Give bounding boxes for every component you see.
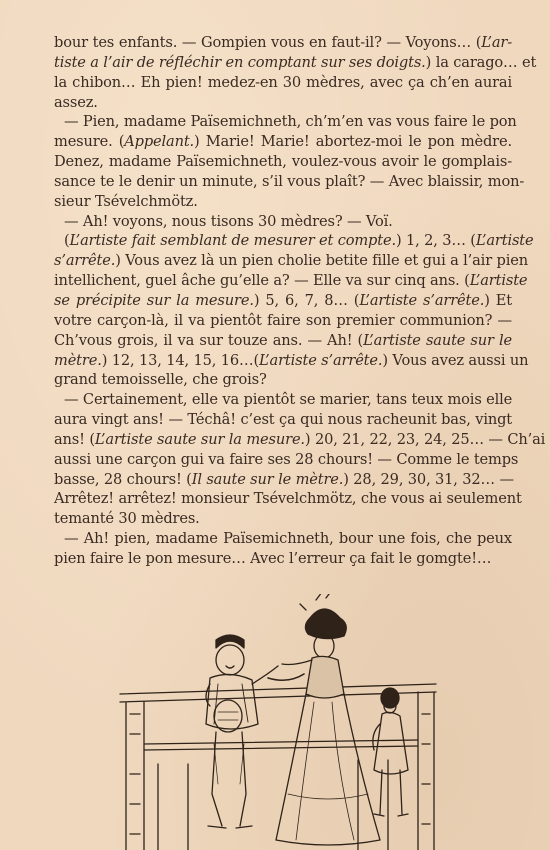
text-run: temanté 30 mèdres. [54, 510, 200, 528]
text-line [54, 112, 517, 132]
text-run: ) 5, 6, 7, 8… ( [253, 291, 360, 309]
italic-run: s’arrête. [54, 252, 116, 270]
text-run: ) 1, 2, 3… ( [395, 232, 476, 250]
italic-run: Il saute sur le mètre. [191, 470, 344, 488]
text-run: ans! ( [54, 430, 95, 448]
measuring-tape [268, 674, 304, 680]
text-run: ) 20, 21, 22, 23, 24, 25… — Ch’ai [304, 430, 546, 448]
text-line [54, 489, 522, 509]
italic-run: L’artiste fait semblant de mesurer et compte. [69, 232, 396, 250]
lady-figure [276, 594, 380, 845]
italic-run: mètre. [54, 351, 102, 369]
italic-run: L’ar- [481, 34, 512, 51]
text-line [54, 192, 512, 212]
italic-run: L’artiste s’arrête. [359, 291, 485, 309]
text-line [54, 53, 537, 73]
italic-run: se précipite sur la mesure. [54, 291, 254, 309]
text-run: ) Vous avez là un pien cholie betite fille et gui a l’air pien [115, 252, 528, 270]
text-line [54, 73, 512, 93]
text-run: aura vingt ans! — Téchâ! c’est ça qui nous racheunit bas, vingt [54, 411, 512, 429]
text-line [54, 311, 512, 331]
shopkeeper-figure [206, 635, 278, 828]
text-run: — Ah! pien, madame Païsemichneth, bour une fois, che peux [64, 530, 512, 548]
text-line [54, 430, 546, 450]
text-line [54, 410, 512, 430]
italic-run: L’artiste [469, 272, 528, 290]
italic-run: Appelant. [124, 133, 195, 151]
text-run: aussi une carçon gui va faire ses 28 chours! — Comme le temps [54, 450, 519, 468]
italic-run: L’artiste s’arrête. [259, 351, 383, 369]
text-run: ) 12, 13, 14, 15, 16…( [101, 351, 259, 369]
text-line [54, 172, 525, 192]
text-run: grand temoisselle, che grois? [54, 371, 267, 389]
text-run: Ch’vous grois, il va sur touze ans. — Ah! ( [54, 331, 364, 349]
engraving-shop-scene-icon [118, 594, 440, 850]
text-line [54, 331, 512, 351]
italic-run: L’artiste saute sur le [363, 331, 512, 349]
text-run: ) Vous avez aussi un [382, 351, 529, 369]
text-run: Denez, madame Païsemichneth, voulez-vous avoir le gomplais- [54, 153, 512, 171]
text-run: bour tes enfants. — Gompien vous en faut-il? — Voyons… ( [54, 34, 482, 51]
text-run: la chibon… Eh pien! medez-en 30 mèdres, avec ça ch’en aurai [54, 73, 512, 91]
text-line [54, 152, 512, 172]
italic-run: tiste a l’air de réfléchir en comptant sur ses doigts. [54, 53, 426, 71]
text-run: ) Marie! Marie! abortez-moi le pon mèdre. [194, 133, 512, 151]
text-line [54, 549, 512, 569]
text-run: votre carçon-là, il va pientôt faire son premier communion? — [54, 311, 512, 329]
text-run: ( [64, 232, 70, 250]
text-line [54, 231, 534, 251]
text-line [54, 450, 519, 470]
text-run: — Pien, madame Païsemichneth, ch’m’en vas vous faire le pon [64, 113, 517, 131]
text-line [54, 291, 512, 311]
text-line [54, 351, 529, 371]
text-line [54, 509, 512, 529]
text-line [54, 132, 512, 152]
italic-run: L’artiste saute sur la mesure. [94, 430, 305, 448]
text-line [54, 271, 528, 291]
text-run: ) la carago… et [425, 53, 537, 71]
child-figure [373, 688, 408, 816]
text-run: assez. [54, 93, 98, 111]
text-run: sance te le denir un minute, s’il vous plaît? — Avec blaissir, mon- [54, 172, 525, 190]
text-line [54, 370, 512, 390]
text-line [54, 390, 512, 410]
text-line [54, 93, 512, 113]
text-line [54, 212, 512, 232]
text-run: — Certainement, elle va pientôt se marier, tans teux mois elle [64, 391, 513, 409]
text-line [54, 251, 528, 271]
text-run: ) Et [484, 291, 512, 309]
text-run: mesure. ( [54, 133, 125, 151]
text-line [54, 470, 512, 490]
italic-run: L’artiste [475, 232, 534, 250]
body-text [54, 33, 546, 569]
text-run: pien faire le pon mesure… Avec l’erreur ça fait le gomgte!… [54, 549, 492, 567]
counter-drawing [120, 684, 436, 850]
text-run: sieur Tsévelchmötz. [54, 192, 198, 210]
text-line [54, 33, 512, 53]
text-run: ) 28, 29, 30, 31, 32… — [343, 470, 514, 488]
text-run: Arrêtez! arrêtez! monsieur Tsévelchmötz, che vous ai seulement [54, 490, 522, 508]
text-run: — Ah! voyons, nous tisons 30 mèdres? — Voï. [64, 212, 393, 230]
text-line [54, 529, 512, 549]
text-run: intellichent, guel âche gu’elle a? — Elle va sur cinq ans. ( [54, 272, 470, 290]
text-run: basse, 28 chours! ( [54, 470, 192, 488]
